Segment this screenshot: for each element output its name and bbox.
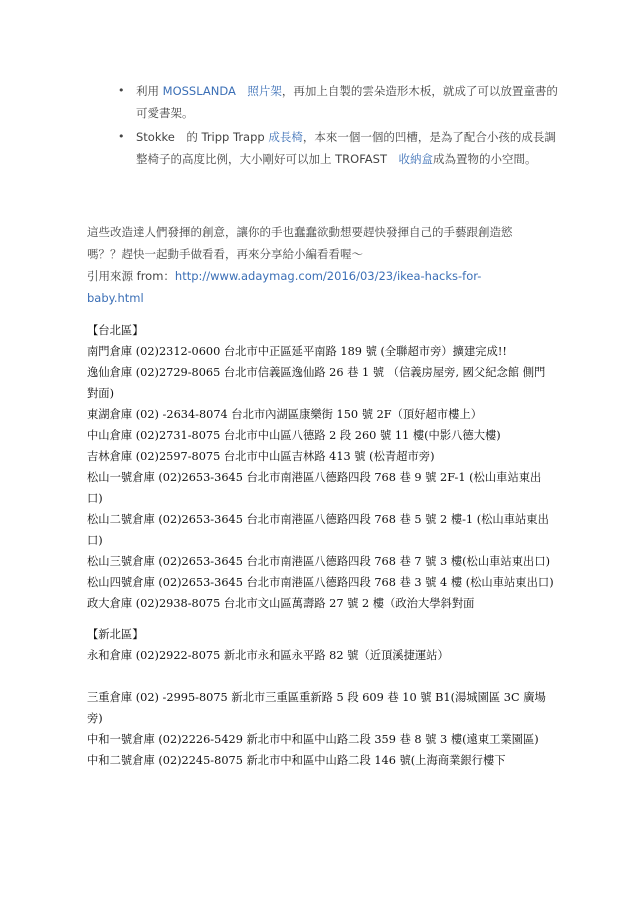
store-line: 政大倉庫 (02)2938-8075 台北市文山區萬壽路 27 號 2 樓（政治大學斜對面 bbox=[87, 597, 475, 610]
bullet-item-stokke bbox=[118, 126, 558, 170]
section-title: 【新北區】 bbox=[87, 628, 144, 641]
store-line: 松山三號倉庫 (02)2653-3645 台北市南港區八德路四段 768 巷 7 號 3 樓(松山車站東出口) bbox=[87, 555, 551, 568]
store-line: 松山二號倉庫 (02)2653-3645 台北市南港區八德路四段 768 巷 5 號 2 樓-1 (松山車站東出 bbox=[87, 513, 549, 526]
bullet-dot-icon: • bbox=[118, 84, 125, 97]
store-line: 松山一號倉庫 (02)2653-3645 台北市南港區八德路四段 768 巷 9 號 2F-1 (松山車站東出口) bbox=[87, 471, 542, 505]
store-line: 對面) bbox=[87, 387, 115, 400]
mosslanda-link[interactable]: MOSSLANDA 照片架 bbox=[162, 84, 282, 98]
store-line: 中山倉庫 (02)2731-8075 台北市中山區八德路 2 段 260 號 11 樓(中影八德大樓) bbox=[87, 429, 501, 442]
newtaipei-section bbox=[87, 624, 557, 771]
store-line: 中和一號倉庫 (02)2226-5429 新北市中和區中山路二段 359 巷 8 號 3 樓(遠東工業園區) bbox=[87, 733, 539, 746]
bullet-text-cont: 可愛書架。 bbox=[136, 106, 194, 120]
bullet-item-mosslanda bbox=[118, 80, 558, 124]
bullet-dot-icon: • bbox=[118, 130, 125, 143]
store-line: 永和倉庫 (02)2922-8075 新北市永和區永平路 82 號（近頂溪捷運站） bbox=[87, 649, 449, 662]
store-line: 吉林倉庫 (02)2597-8075 台北市中山區吉林路 413 號 (松青超市旁) bbox=[87, 450, 435, 463]
bullet-text-cont: 成為置物的小空間。 bbox=[432, 152, 537, 166]
store-line: 口) bbox=[87, 534, 103, 547]
intro-paragraph bbox=[87, 221, 527, 309]
bullet-text-cont: 整椅子的高度比例，大小剛好可以加上 TROFAST bbox=[136, 152, 399, 166]
bullet-text: 利用 bbox=[136, 84, 163, 98]
source-line bbox=[87, 265, 527, 309]
source-link[interactable]: http://www.adaymag.com/2016/03/23/ikea-hacks-for-baby.html bbox=[87, 269, 482, 305]
growth-chair-link[interactable]: 成長椅 bbox=[268, 130, 303, 144]
store-line: 三重倉庫 (02) -2995-8075 新北市三重區重新路 5 段 609 巷 10 號 B1(湯城園區 3C 廣場旁) bbox=[87, 691, 546, 725]
store-line: 松山四號倉庫 (02)2653-3645 台北市南港區八德路四段 768 巷 3 號 4 樓 (松山車站東出口) bbox=[87, 576, 554, 589]
spacer bbox=[87, 666, 557, 687]
bullet-list bbox=[118, 80, 558, 172]
storage-box-link[interactable]: 收納盒 bbox=[398, 152, 433, 166]
store-line: 逸仙倉庫 (02)2729-8065 台北市信義區逸仙路 26 巷 1 號 （信義房屋旁, 國父紀念館 側門 bbox=[87, 366, 546, 379]
taipei-section bbox=[87, 320, 557, 614]
bullet-text: Stokke 的 Tripp Trapp bbox=[136, 130, 269, 144]
bullet-text: ，本來一個一個的凹槽，是為了配合小孩的成長調 bbox=[302, 130, 556, 144]
store-line: 東湖倉庫 (02) -2634-8074 台北市內湖區康樂街 150 號 2F（頂好超市樓上） bbox=[87, 408, 482, 421]
intro-line: 這些改造達人們發揮的創意，讓你的手也蠢蠢欲動想要趕快發揮自己的手藝跟創造慾 bbox=[87, 225, 513, 239]
source-label: 引用來源 from： bbox=[87, 269, 175, 283]
store-line: 南門倉庫 (02)2312-0600 台北市中正區延平南路 189 號 (全聯超市旁）擴建完成!! bbox=[87, 345, 507, 358]
section-title: 【台北區】 bbox=[87, 324, 144, 337]
intro-line: 嗎？？趕快一起動手做看看，再來分享給小編看看喔～ bbox=[87, 247, 363, 261]
bullet-text: ，再加上自製的雲朵造形木板，就成了可以放置童書的 bbox=[281, 84, 558, 98]
store-line: 中和二號倉庫 (02)2245-8075 新北市中和區中山路二段 146 號(上海商業銀行樓下 bbox=[87, 754, 506, 767]
